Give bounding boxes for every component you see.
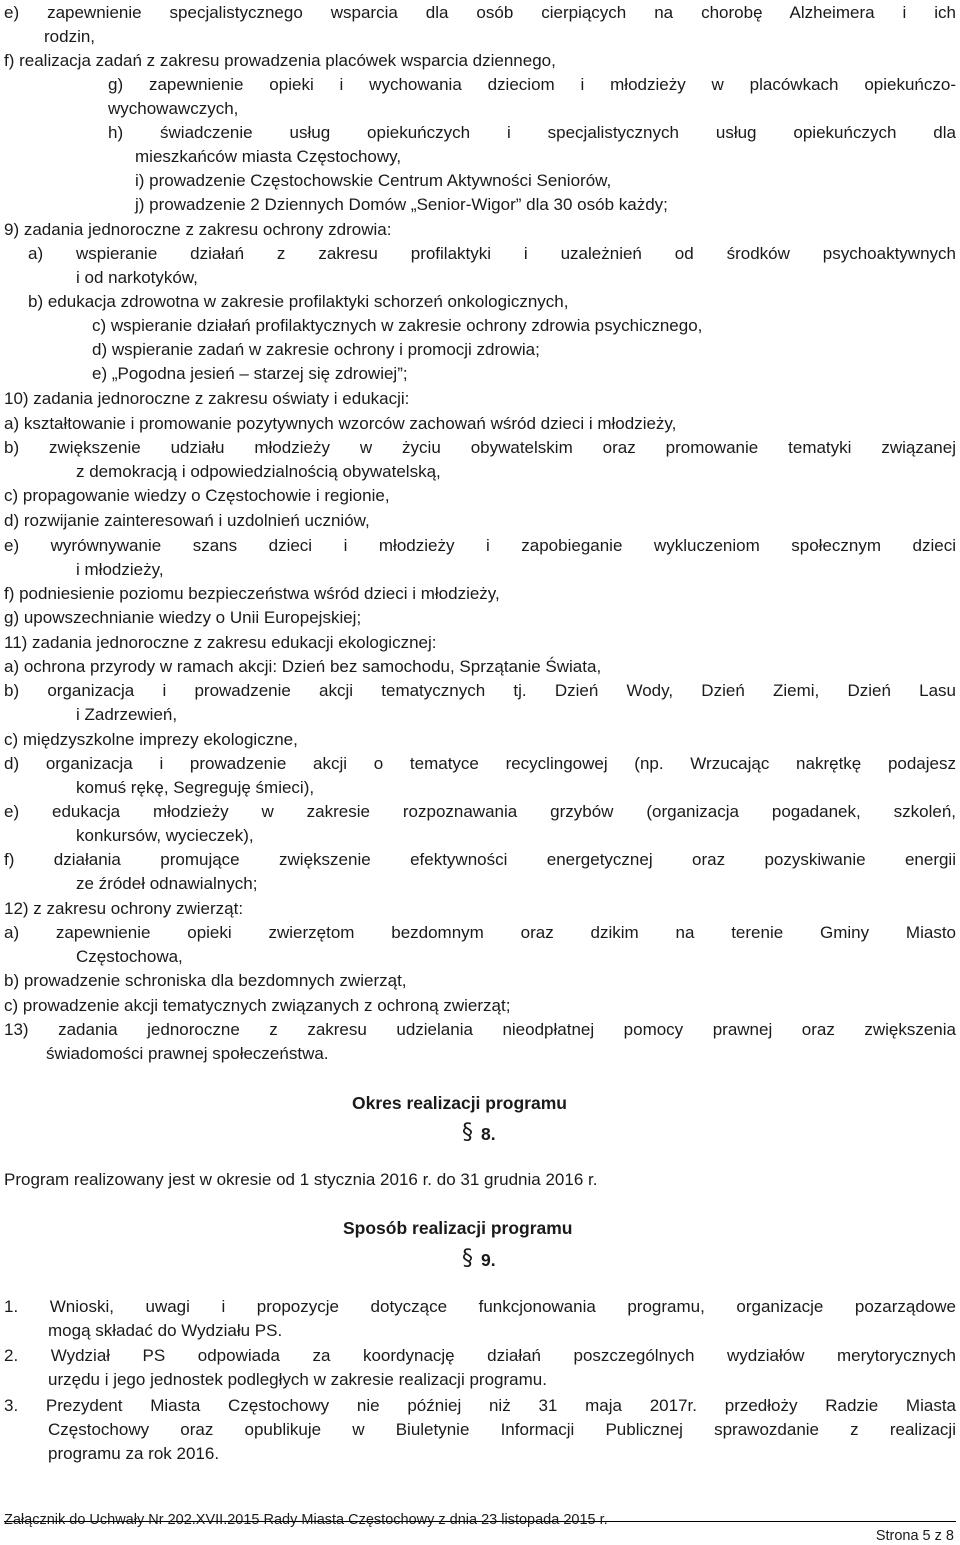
- footer-left: Załącznik do Uchwały Nr 202.XVII.2015 Rady Miasta Częstochowy z dnia 23 listopada 2015 r.: [4, 1512, 608, 1528]
- text-line: f) działania promujące zwiększenie efektywności energetycznej oraz pozyskiwanie energii: [4, 850, 956, 869]
- text-line: d) organizacja i prowadzenie akcji o tematyce recyclingowej (np. Wrzucając nakrętkę podajesz: [4, 754, 956, 773]
- text-line: 11) zadania jednoroczne z zakresu edukacji ekologicznej:: [4, 633, 437, 652]
- text-line: konkursów, wycieczek),: [76, 826, 254, 845]
- text-line: e) edukacja młodzieży w zakresie rozpoznawania grzybów (organizacja pogadanek, szkoleń,: [4, 802, 956, 821]
- text-line: rodzin,: [44, 27, 96, 46]
- text-line: j) prowadzenie 2 Dziennych Domów „Senior-Wigor” dla 30 osób każdy;: [135, 195, 668, 214]
- text-line: 1. Wnioski, uwagi i propozycje dotyczące funkcjonowania programu, organizacje pozarządowe: [4, 1297, 956, 1316]
- text-line: i od narkotyków,: [76, 268, 198, 287]
- text-line: f) podniesienie poziomu bezpieczeństwa wśród dzieci i młodzieży,: [4, 584, 500, 603]
- text-line: c) wspieranie działań profilaktycznych w zakresie ochrony zdrowia psychicznego,: [92, 316, 703, 335]
- text-line: 9) zadania jednoroczne z zakresu ochrony zdrowia:: [4, 220, 392, 239]
- text-line: 12) z zakresu ochrony zwierząt:: [4, 899, 244, 918]
- text-line: d) rozwijanie zainteresowań i uzdolnień uczniów,: [4, 511, 370, 530]
- text-line: 9.: [481, 1250, 496, 1270]
- text-line: komuś rękę, Segreguję śmieci),: [76, 778, 315, 797]
- text-line: e) wyrównywanie szans dzieci i młodzieży i zapobieganie wykluczeniom społecznym dzieci: [4, 536, 956, 555]
- text-line: c) międzyszkolne imprezy ekologiczne,: [4, 730, 298, 749]
- text-line: mogą składać do Wydziału PS.: [48, 1321, 283, 1340]
- text-line: Program realizowany jest w okresie od 1 stycznia 2016 r. do 31 grudnia 2016 r.: [4, 1170, 598, 1189]
- text-line: mieszkańców miasta Częstochowy,: [135, 147, 402, 166]
- text-line: c) prowadzenie akcji tematycznych związanych z ochroną zwierząt;: [4, 996, 511, 1015]
- text-line: c) propagowanie wiedzy o Częstochowie i regionie,: [4, 486, 390, 505]
- text-line: d) wspieranie zadań w zakresie ochrony i promocji zdrowia;: [92, 340, 540, 359]
- section-symbol-9: §: [462, 1246, 473, 1271]
- text-line: z demokracją i odpowiedzialnością obywatelską,: [76, 462, 441, 481]
- text-line: i młodzieży,: [76, 560, 164, 579]
- text-line: Częstochowa,: [76, 947, 183, 966]
- text-line: 3. Prezydent Miasta Częstochowy nie później niż 31 maja 2017r. przedłoży Radzie Miasta: [4, 1396, 956, 1415]
- text-line: g) upowszechnianie wiedzy o Unii Europejskiej;: [4, 608, 362, 627]
- text-line: b) organizacja i prowadzenie akcji tematycznych tj. Dzień Wody, Dzień Ziemi, Dzień Lasu: [4, 681, 956, 700]
- text-line: programu za rok 2016.: [48, 1444, 220, 1463]
- text-line: wychowawczych,: [108, 99, 239, 118]
- text-line: 8.: [481, 1124, 496, 1144]
- text-line: b) prowadzenie schroniska dla bezdomnych zwierząt,: [4, 971, 407, 990]
- text-line: 13) zadania jednoroczne z zakresu udzielania nieodpłatnej pomocy prawnej oraz zwiększenia: [4, 1020, 956, 1039]
- text-line: ze źródeł odnawialnych;: [76, 874, 258, 893]
- text-line: a) wspieranie działań z zakresu profilaktyki i uzależnień od środków psychoaktywnych: [28, 244, 956, 263]
- text-line: i Zadrzewień,: [76, 705, 178, 724]
- text-line: g) zapewnienie opieki i wychowania dzieciom i młodzieży w placówkach opiekuńczo-: [108, 75, 956, 94]
- text-line: Okres realizacji programu: [352, 1093, 567, 1113]
- text-line: 10) zadania jednoroczne z zakresu oświaty i edukacji:: [4, 389, 410, 408]
- page-number: Strona 5 z 8: [875, 1528, 954, 1544]
- text-line: świadomości prawnej społeczeństwa.: [46, 1044, 329, 1063]
- text-line: b) zwiększenie udziału młodzieży w życiu obywatelskim oraz promowanie tematyki związanej: [4, 438, 956, 457]
- text-line: h) świadczenie usług opiekuńczych i specjalistycznych usług opiekuńczych dla: [108, 123, 956, 142]
- section-symbol-8: §: [462, 1120, 473, 1145]
- text-line: a) kształtowanie i promowanie pozytywnych wzorców zachowań wśród dzieci i młodzieży,: [4, 414, 677, 433]
- text-line: a) ochrona przyrody w ramach akcji: Dzień bez samochodu, Sprzątanie Świata,: [4, 657, 602, 676]
- text-line: e) „Pogodna jesień – starzej się zdrowiej”;: [92, 364, 408, 383]
- text-line: a) zapewnienie opieki zwierzętom bezdomnym oraz dzikim na terenie Gminy Miasto: [4, 923, 956, 942]
- text-line: e) zapewnienie specjalistycznego wsparcia dla osób cierpiących na chorobę Alzheimera i ich: [4, 3, 956, 22]
- text-line: i) prowadzenie Częstochowskie Centrum Aktywności Seniorów,: [135, 171, 612, 190]
- text-line: b) edukacja zdrowotna w zakresie profilaktyki schorzeń onkologicznych,: [28, 292, 569, 311]
- text-line: Sposób realizacji programu: [343, 1218, 573, 1238]
- text-line: Częstochowy oraz opublikuje w Biuletynie Informacji Publicznej sprawozdanie z realizacji: [48, 1420, 956, 1439]
- text-line: f) realizacja zadań z zakresu prowadzenia placówek wsparcia dziennego,: [4, 51, 556, 70]
- text-line: urzędu i jego jednostek podległych w zakresie realizacji programu.: [48, 1370, 547, 1389]
- text-line: 2. Wydział PS odpowiada za koordynację działań poszczególnych wydziałów merytorycznych: [4, 1346, 956, 1365]
